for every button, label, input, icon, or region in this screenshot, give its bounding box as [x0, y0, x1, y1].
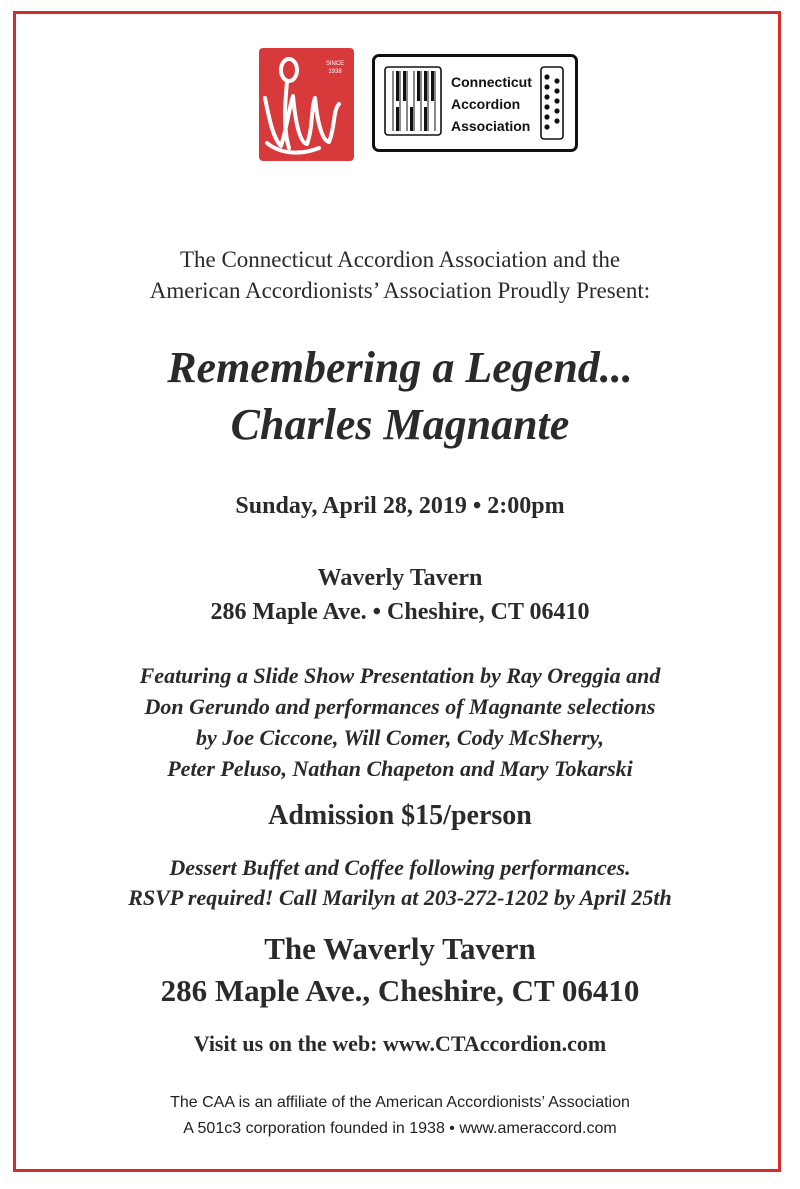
caa-name — [451, 71, 532, 137]
featuring-line3: by Joe Ciccone, Will Comer, Cody McSherry, — [196, 725, 604, 750]
rsvp-line: RSVP required! Call Marilyn at 203-272-1202 by April 25th — [128, 885, 672, 910]
website-line: Visit us on the web: www.CTAccordion.com — [193, 1031, 607, 1056]
caa-name-line1: Connecticut — [451, 74, 532, 90]
venue-name: Waverly Tavern — [317, 565, 483, 591]
aaa-since-label: SINCE 1938 — [325, 61, 345, 75]
featuring-line2: Don Gerundo and performances of Magnante selections — [144, 694, 656, 719]
venue-address: 286 Maple Ave. • Cheshire, CT 06410 — [210, 599, 590, 625]
caa-name-line2: Accordion — [451, 96, 521, 112]
dessert-line1: Dessert Buffet and Coffee following performances. — [169, 855, 631, 880]
footer-line1: The CAA is an affiliate of the American Accordionists’ Association — [170, 1094, 630, 1111]
intro-line1: The Connecticut Accordion Association and the — [179, 247, 621, 272]
venue-repeat-address: 286 Maple Ave., Cheshire, CT 06410 — [160, 973, 640, 1008]
featuring-line1: Featuring a Slide Show Presentation by Ray Oreggia and — [139, 663, 661, 688]
intro-line2: American Accordionists’ Association Proudly Present: — [149, 278, 651, 303]
event-date-time: Sunday, April 28, 2019 • 2:00pm — [235, 493, 565, 519]
footer-line2: A 501c3 corporation founded in 1938 • www.ameraccord.com — [183, 1120, 617, 1137]
featuring-line4: Peter Peluso, Nathan Chapeton and Mary Tokarski — [167, 756, 633, 781]
aaa-logo — [259, 48, 354, 161]
admission-price: Admission $15/person — [268, 800, 532, 831]
caa-logo — [372, 54, 578, 152]
event-title-line1: Remembering a Legend... — [167, 343, 633, 392]
logo-row — [0, 48, 800, 162]
caa-name-line3: Association — [451, 118, 531, 134]
venue-repeat-name: The Waverly Tavern — [264, 931, 536, 966]
event-title-line2: Charles Magnante — [230, 400, 570, 449]
